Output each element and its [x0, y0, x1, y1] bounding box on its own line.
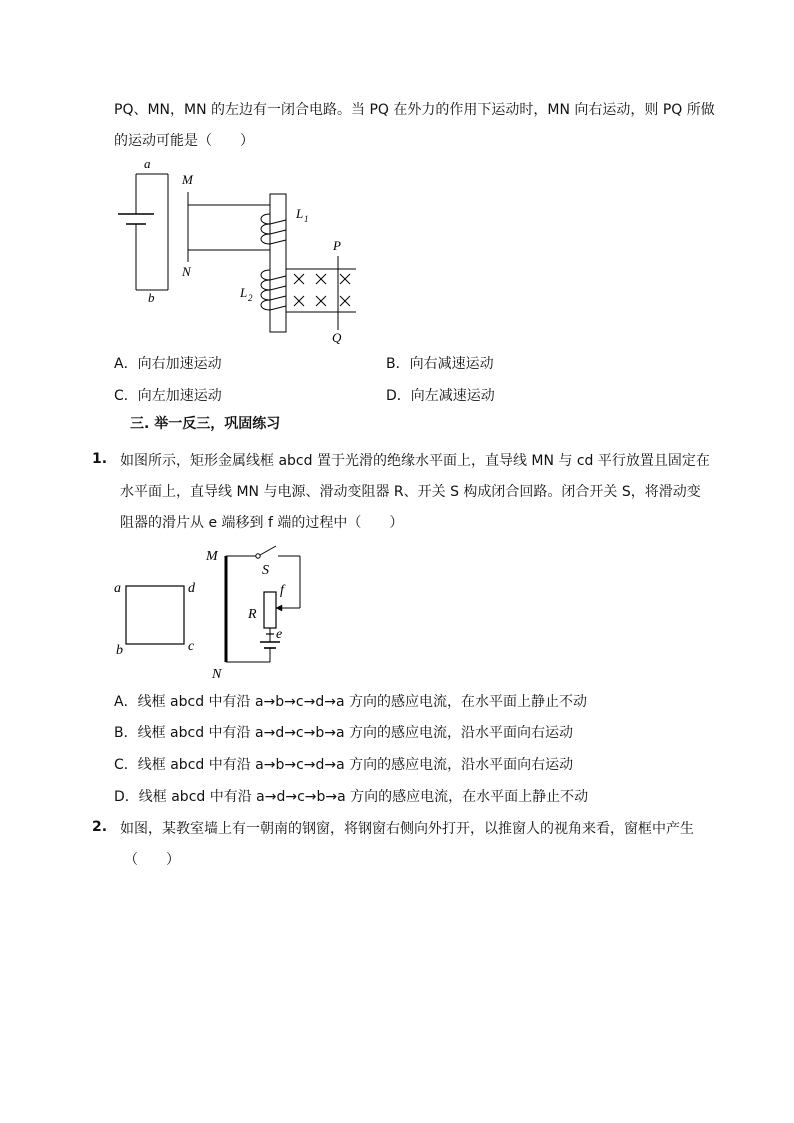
label-a: a — [114, 581, 121, 596]
question-number: 2. — [92, 819, 108, 835]
label-Q: Q — [332, 330, 342, 345]
option-a: A．线框 abcd 中有沿 a→b→c→d→a 方向的感应电流，在水平面上静止不动 — [114, 694, 587, 710]
label-M: M — [206, 549, 218, 564]
option-c: C．线框 abcd 中有沿 a→b→c→d→a 方向的感应电流，沿水平面向右运动 — [114, 757, 574, 773]
option-c: C．向左加速运动 — [114, 388, 222, 404]
label-L1-sub: 1 — [304, 214, 309, 224]
label-S: S — [262, 563, 269, 578]
question-text-line: （ ） — [124, 852, 180, 868]
option-b: B．线框 abcd 中有沿 a→d→c→b→a 方向的感应电流，沿水平面向右运动 — [114, 725, 574, 741]
label-f: f — [280, 583, 284, 598]
label-a: a — [144, 156, 151, 171]
label-P: P — [333, 238, 341, 253]
label-R: R — [248, 607, 257, 622]
label-L2: L — [240, 285, 248, 300]
option-d: D．向左减速运动 — [386, 388, 495, 404]
question-text-line: PQ、MN，MN 的左边有一闭合电路。当 PQ 在外力的作用下运动时，MN 向右运动，则 PQ 所做 — [114, 102, 715, 118]
option-a: A．向右加速运动 — [114, 356, 222, 372]
label-c: c — [188, 639, 195, 654]
label-N: N — [212, 667, 222, 682]
label-b: b — [116, 643, 123, 658]
circuit-diagram-coils — [110, 152, 370, 348]
circuit-diagram-frame — [110, 544, 310, 684]
label-L1: L — [296, 206, 304, 221]
question-text-line: 的运动可能是（ ） — [114, 133, 254, 149]
option-d: D．线框 abcd 中有沿 a→d→c→b→a 方向的感应电流，在水平面上静止不动 — [114, 789, 589, 805]
label-b: b — [148, 290, 155, 305]
label-e: e — [276, 627, 283, 642]
question-text-line: 阻器的滑片从 e 端移到 f 端的过程中（ ） — [120, 515, 404, 531]
label-M: M — [182, 172, 193, 187]
label-d: d — [188, 581, 195, 596]
question-text-line: 水平面上，直导线 MN 与电源、滑动变阻器 R、开关 S 构成闭合回路。闭合开关 S，将滑动变 — [120, 484, 701, 500]
question-number: 1. — [92, 451, 108, 467]
label-L2-sub: 2 — [248, 293, 253, 303]
label-N: N — [182, 264, 191, 279]
question-text-line: 如图所示，矩形金属线框 abcd 置于光滑的绝缘水平面上，直导线 MN 与 cd 平行放置且固定在 — [120, 453, 710, 469]
section-heading: 三. 举一反三，巩固练习 — [130, 416, 281, 432]
option-b: B．向右减速运动 — [386, 356, 494, 372]
question-text-line: 如图，某教室墙上有一朝南的钢窗，将钢窗右侧向外打开，以推窗人的视角来看，窗框中产生 — [120, 821, 694, 837]
